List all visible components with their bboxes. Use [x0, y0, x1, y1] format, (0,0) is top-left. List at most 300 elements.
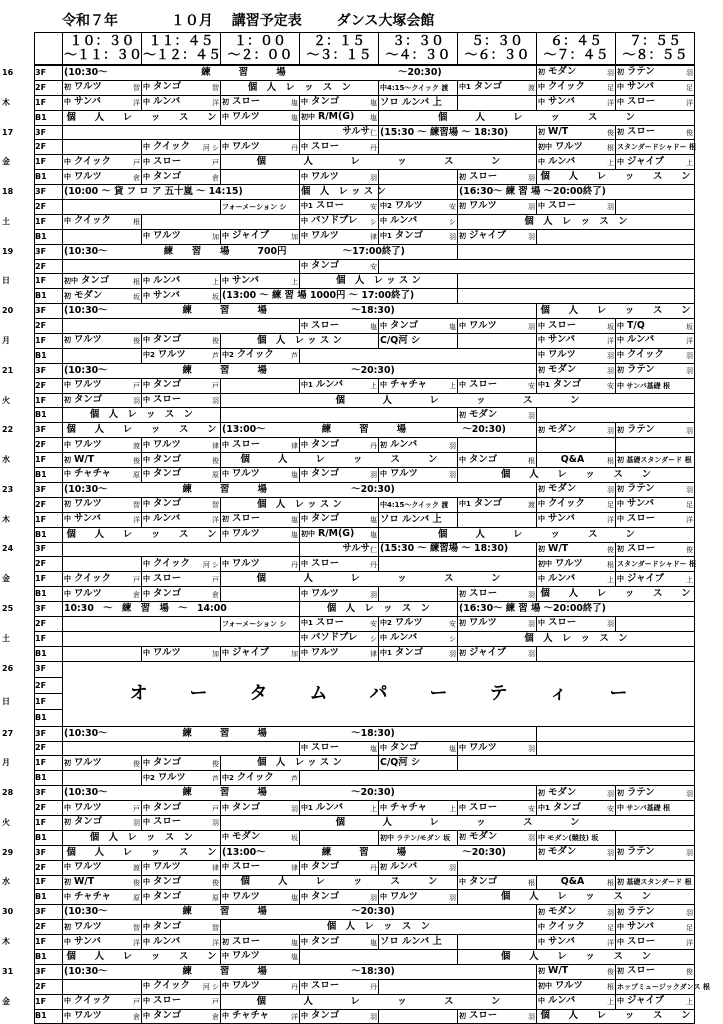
teacher-label: 塩	[370, 744, 377, 753]
teacher-label: 根	[607, 560, 614, 569]
schedule-row	[35, 289, 695, 304]
teacher-label: 丹	[370, 441, 377, 450]
schedule-row	[35, 304, 695, 319]
floor-label: 3F	[35, 907, 47, 917]
class-cell	[142, 348, 221, 363]
day-label: 金	[2, 574, 10, 584]
teacher-label: 根	[528, 878, 535, 887]
schedule-row	[35, 80, 695, 95]
class-cell	[537, 170, 695, 185]
class-cell	[63, 845, 221, 860]
level-label: 中	[143, 574, 150, 583]
level-label: 中	[143, 440, 150, 449]
teacher-label: 俊	[133, 456, 140, 465]
floor-cell	[2, 602, 63, 617]
dance-name: タンゴ	[153, 170, 182, 182]
level-label: 中	[143, 276, 150, 285]
day-label: 火	[2, 395, 10, 405]
time-slot-header	[300, 33, 379, 66]
class-cell	[379, 468, 458, 483]
class-cell	[63, 616, 221, 631]
floor-cell	[35, 771, 63, 786]
level-label: 中	[380, 803, 387, 812]
teacher-label: 戸	[133, 382, 140, 391]
class-cell	[616, 845, 695, 860]
teacher-label: 芦	[291, 774, 298, 783]
level-label: 初	[380, 440, 387, 449]
class-cell	[300, 95, 379, 110]
teacher-label: 塩	[370, 322, 377, 331]
dance-name: ジャイブ	[627, 155, 665, 167]
cell-text: (15:30 ～ 練習場 ～ 18:30)	[380, 126, 509, 138]
teacher-label: 上	[291, 277, 298, 286]
teacher-label: 塩	[291, 99, 298, 108]
cell-text: ソロ ルンバ 上	[380, 936, 442, 948]
level-label: 中	[617, 336, 624, 345]
teacher-label: 安	[449, 203, 456, 212]
floor-cell	[35, 587, 63, 602]
class-cell	[458, 229, 537, 244]
class-cell	[458, 95, 537, 110]
teacher-label: 羽	[449, 864, 456, 873]
dance-name: タンゴ	[153, 379, 182, 391]
class-cell	[63, 497, 142, 512]
dance-name: ワルツ	[394, 200, 423, 212]
class-cell	[63, 890, 142, 905]
class-cell	[142, 890, 221, 905]
dance-name: スロー	[315, 200, 345, 212]
class-cell	[142, 289, 221, 304]
class-cell	[63, 348, 142, 363]
class-cell	[379, 557, 537, 572]
class-cell	[300, 438, 379, 453]
day-label: 木	[2, 514, 10, 524]
floor-label: B1	[35, 648, 47, 658]
dance-name: タンゴ	[473, 81, 503, 93]
cell-text: 個 人 レ ッ ス ン	[500, 891, 651, 903]
dance-name: サンバ	[627, 920, 654, 932]
cell-text: 個 人 レ ッ ス ン	[66, 111, 217, 123]
class-cell	[63, 125, 300, 140]
class-cell	[379, 438, 458, 453]
class-cell	[63, 334, 142, 349]
floor-label: 1F	[35, 455, 47, 465]
schedule-row	[35, 860, 695, 875]
teacher-label: 律	[370, 233, 377, 242]
class-cell	[537, 935, 616, 950]
teacher-label: 羽	[449, 471, 456, 480]
dance-name: スロー	[315, 617, 345, 629]
teacher-label: 智	[133, 923, 140, 932]
floor-cell	[35, 890, 63, 905]
cell-text: (10:30～ 練 習 場 ～18:30)	[64, 965, 395, 977]
level-label: 中	[301, 937, 308, 946]
dance-name: タンゴ	[473, 498, 503, 510]
title-venue: ダンス大塚会館	[336, 13, 435, 29]
dance-name: ワルツ	[469, 200, 497, 212]
level-label: 初	[459, 202, 466, 211]
teacher-label: 智	[133, 501, 140, 510]
day-label: 20	[2, 306, 14, 316]
level-label: 中	[617, 321, 624, 330]
teacher-label: シ	[449, 635, 456, 644]
teacher-label: 洋	[133, 938, 140, 947]
teacher-label: 加	[212, 233, 219, 242]
level-label: 中	[380, 321, 387, 330]
class-cell	[221, 875, 458, 890]
level-label: 初中	[301, 530, 315, 539]
teacher-label: 戸	[212, 575, 219, 584]
dance-name: タンゴ	[153, 81, 182, 93]
dance-name: ワルツ	[232, 890, 260, 902]
class-cell	[221, 497, 379, 512]
schedule-row	[35, 557, 695, 572]
floor-cell	[2, 274, 63, 289]
level-label: 中	[301, 559, 308, 568]
cell-text: (10:30～ 練 習 場 ～20:30)	[64, 787, 395, 799]
floor-label: 2F	[35, 743, 47, 753]
dance-name: ラテン	[627, 786, 655, 798]
class-cell	[63, 771, 142, 786]
teacher-label: 丹	[370, 560, 377, 569]
time-slot-header	[537, 33, 616, 66]
teacher-label: 上	[607, 158, 614, 167]
teacher-label: 羽	[449, 893, 456, 902]
class-cell	[537, 1009, 695, 1024]
teacher-label: 安	[607, 804, 614, 813]
schedule-body	[2, 65, 710, 1024]
class-cell	[63, 815, 142, 830]
class-cell	[63, 482, 537, 497]
party-char: ィ	[549, 682, 568, 704]
floor-label: B1	[35, 773, 47, 783]
dance-name: ジャイブ	[232, 647, 270, 659]
floor-cell	[35, 289, 63, 304]
level-label: 初	[459, 1011, 466, 1020]
class-cell	[537, 542, 616, 557]
dance-name: ワルツ	[153, 438, 181, 450]
class-cell	[458, 890, 695, 905]
floor-cell	[2, 756, 63, 771]
dance-name: サンバ	[548, 513, 575, 525]
floor-cell	[2, 845, 63, 860]
floor-cell	[35, 497, 63, 512]
teacher-label: 羽	[370, 893, 377, 902]
cell-text: ホップミュージックダンス 根	[617, 982, 710, 991]
dance-name: ラテン	[627, 483, 655, 495]
level-label: 中	[617, 937, 624, 946]
floor-cell	[2, 875, 63, 890]
class-cell	[142, 453, 221, 468]
level-label: 中	[143, 818, 150, 827]
teacher-label: 俊	[686, 545, 693, 554]
class-cell	[142, 557, 221, 572]
dance-name: スロー	[548, 319, 577, 331]
class-cell	[379, 80, 458, 95]
level-label: 中	[64, 997, 71, 1006]
floor-cell	[2, 214, 63, 229]
time-slot-line: ～１２：４５	[143, 47, 222, 63]
class-cell	[537, 572, 616, 587]
level-label: 中	[538, 922, 545, 931]
class-cell	[616, 542, 695, 557]
dance-name: サンバ	[74, 513, 101, 525]
dance-name: スロー	[311, 741, 340, 753]
level-label: 中	[222, 276, 229, 285]
class-cell	[379, 756, 458, 771]
dance-name: モダン	[548, 364, 577, 376]
class-cell	[537, 95, 616, 110]
floor-label: 3F	[35, 484, 47, 494]
floor-label: 2F	[35, 803, 47, 813]
floor-cell	[35, 140, 63, 155]
schedule-row	[35, 815, 695, 830]
dance-name: タンゴ	[469, 453, 498, 465]
class-cell	[142, 646, 221, 661]
dance-name: ルンバ	[390, 438, 418, 450]
level-label: 初	[617, 68, 624, 77]
teacher-label: シ	[370, 635, 377, 644]
dance-name: スロー	[311, 557, 340, 569]
class-cell	[379, 319, 458, 334]
class-cell	[221, 274, 300, 289]
teacher-label: 羽	[212, 397, 219, 406]
dance-name: ワルツ	[232, 950, 260, 962]
schedule-row	[35, 468, 695, 483]
level-label: 中	[301, 440, 308, 449]
title-name: 講習予定表	[231, 13, 302, 29]
floor-label: B1	[35, 112, 47, 122]
class-cell	[63, 631, 300, 646]
teacher-label: 羽	[133, 819, 140, 828]
class-cell	[221, 845, 537, 860]
level-label: 中1	[301, 202, 313, 211]
class-cell	[379, 170, 458, 185]
class-cell	[221, 572, 537, 587]
dance-name: ルンバ	[548, 995, 576, 1007]
schedule-row	[35, 110, 695, 125]
dance-name: タンゴ	[74, 816, 103, 828]
floor-label: 3F	[35, 127, 47, 137]
class-cell	[616, 334, 695, 349]
floor-label: 3F	[35, 425, 47, 435]
class-cell	[537, 423, 616, 438]
class-cell	[379, 378, 458, 393]
cell-text: C/Q河 シ	[380, 334, 421, 346]
class-cell	[379, 185, 458, 200]
level-label: 初	[64, 336, 71, 345]
floor-cell	[2, 185, 63, 200]
class-cell	[458, 949, 695, 964]
floor-label: 3F	[35, 664, 47, 674]
level-label: 中	[301, 98, 308, 107]
class-cell	[616, 786, 695, 801]
teacher-label: 坂	[133, 292, 140, 301]
class-cell	[142, 815, 221, 830]
level-label: 初	[538, 425, 545, 434]
class-cell	[458, 935, 537, 950]
class-cell	[616, 875, 695, 890]
class-cell	[616, 497, 695, 512]
floor-cell	[2, 65, 63, 80]
class-cell	[63, 140, 142, 155]
teacher-label: 丹	[370, 864, 377, 873]
cell-text: 中4:15～クイック 渡	[380, 500, 449, 509]
teacher-label: 安	[528, 804, 535, 813]
level-label: 中	[380, 217, 387, 226]
floor-label: 2F	[35, 981, 47, 991]
level-label: 初	[459, 589, 466, 598]
teacher-label: 羽	[528, 620, 535, 629]
teacher-label: 俊	[212, 337, 219, 346]
dance-name: サルサ	[342, 542, 370, 554]
teacher-label: 丹	[291, 983, 298, 992]
cell-text: 初 基礎スタンダード 根	[617, 878, 692, 887]
time-slot-line: ５：３０	[470, 33, 523, 49]
dance-name: ワルツ	[390, 890, 418, 902]
dance-name: ジャイブ	[232, 230, 270, 242]
schedule-row	[35, 453, 695, 468]
floor-label: B1	[35, 469, 47, 479]
class-cell	[458, 830, 537, 845]
class-cell	[221, 453, 458, 468]
level-label: 中	[380, 892, 387, 901]
floor-label: 2F	[35, 499, 47, 509]
floor-label: B1	[35, 231, 47, 241]
class-cell	[63, 229, 142, 244]
dance-name: タンゴ	[311, 861, 340, 873]
class-cell	[300, 512, 379, 527]
level-label: 中	[301, 1011, 308, 1020]
class-cell	[458, 631, 695, 646]
dance-name: ワルツ	[232, 111, 260, 123]
class-cell	[63, 378, 142, 393]
dance-name: サンバ	[627, 498, 654, 510]
level-label: 中	[222, 559, 229, 568]
level-label: 中	[143, 559, 150, 568]
dance-name: ラテン	[627, 423, 655, 435]
floor-label: B1	[35, 1011, 47, 1021]
class-cell	[300, 170, 379, 185]
cell-text: 個 人 レ ッ ス ン	[247, 81, 352, 93]
level-label: 中	[617, 997, 624, 1006]
dance-name: スロー	[469, 801, 498, 813]
floor-cell	[35, 527, 63, 542]
teacher-label: 羽	[212, 819, 219, 828]
teacher-label: 芦	[291, 352, 298, 361]
dance-name: モダン	[548, 423, 577, 435]
class-cell	[616, 423, 695, 438]
cell-text: 中 サンバ基礎 根	[617, 804, 671, 813]
level-label: 中	[222, 892, 229, 901]
dance-name: ワルツ	[74, 587, 102, 599]
dance-name: ワルツ	[311, 230, 339, 242]
level-label: 中1	[538, 803, 550, 812]
floor-cell	[2, 661, 63, 677]
schedule-row	[35, 801, 695, 816]
schedule-row	[35, 994, 695, 1009]
dance-name: ワルツ	[232, 468, 260, 480]
day-label: 28	[2, 788, 14, 798]
teacher-label: 羽	[607, 203, 614, 212]
dance-name: スロー	[153, 394, 182, 406]
level-label: 初	[64, 396, 71, 405]
dance-name: ワルツ	[74, 920, 102, 932]
cell-text: 個 人 レ ッ ス ン	[326, 921, 431, 933]
class-cell	[379, 542, 537, 557]
party-char: タ	[249, 682, 268, 704]
cell-text: (15:30 ～ 練習場 ～ 18:30)	[380, 543, 509, 555]
level-label: 中	[143, 98, 150, 107]
class-cell	[458, 80, 537, 95]
level-label: 中	[222, 1011, 229, 1020]
dance-name: ワルツ	[74, 1009, 102, 1021]
day-label: 木	[2, 937, 10, 947]
class-cell	[63, 875, 142, 890]
teacher-label: 坂	[212, 292, 219, 301]
dance-name: タンゴ	[153, 453, 182, 465]
floor-cell	[2, 815, 63, 830]
level-label: 中	[301, 982, 308, 991]
level-label: 初	[64, 291, 71, 300]
party-char: オ	[129, 682, 148, 704]
teacher-label: 塩	[291, 953, 298, 962]
level-label: 中	[143, 863, 150, 872]
dance-name: クイック	[627, 349, 664, 361]
class-cell	[300, 125, 379, 140]
level-label: 中	[64, 863, 71, 872]
level-label: 初	[64, 922, 71, 931]
floor-label: 2F	[35, 142, 47, 152]
class-cell	[63, 905, 537, 920]
class-cell	[221, 393, 695, 408]
dance-name: チャチャ	[232, 1009, 269, 1021]
floor-cell	[35, 920, 63, 935]
dance-name: モダン	[469, 831, 498, 843]
class-cell	[142, 771, 221, 786]
class-cell	[63, 214, 142, 229]
day-label: 26	[2, 664, 14, 674]
dance-name: ワルツ	[232, 140, 260, 152]
dance-name: クイック	[548, 81, 585, 93]
class-cell	[616, 80, 695, 95]
class-cell	[537, 80, 616, 95]
dance-name: ラテン	[627, 364, 655, 376]
cell-text: 個 人 レ ッ ス ン	[257, 334, 342, 346]
class-cell	[221, 140, 300, 155]
floor-label: 1F	[35, 758, 47, 768]
dance-name: スロー	[548, 617, 577, 629]
class-cell	[221, 557, 300, 572]
cell-text: ソロ ルンバ 上	[380, 513, 442, 525]
class-cell	[300, 587, 379, 602]
teacher-label: 仁	[370, 129, 377, 137]
class-cell	[142, 935, 221, 950]
class-cell	[221, 994, 537, 1009]
teacher-label: 羽	[449, 441, 456, 450]
floor-label: 1F	[35, 276, 47, 286]
teacher-label: 羽	[528, 834, 535, 843]
dance-name: スロー	[627, 935, 656, 947]
teacher-label: 倉	[212, 1012, 219, 1021]
floor-cell	[2, 453, 63, 468]
teacher-label: 安	[370, 203, 377, 212]
teacher-label: 洋	[686, 938, 693, 947]
level-label: 中	[143, 172, 150, 181]
dance-name: ワルツ	[232, 528, 260, 540]
teacher-label: 塩	[370, 531, 377, 540]
level-label: 中	[617, 157, 624, 166]
